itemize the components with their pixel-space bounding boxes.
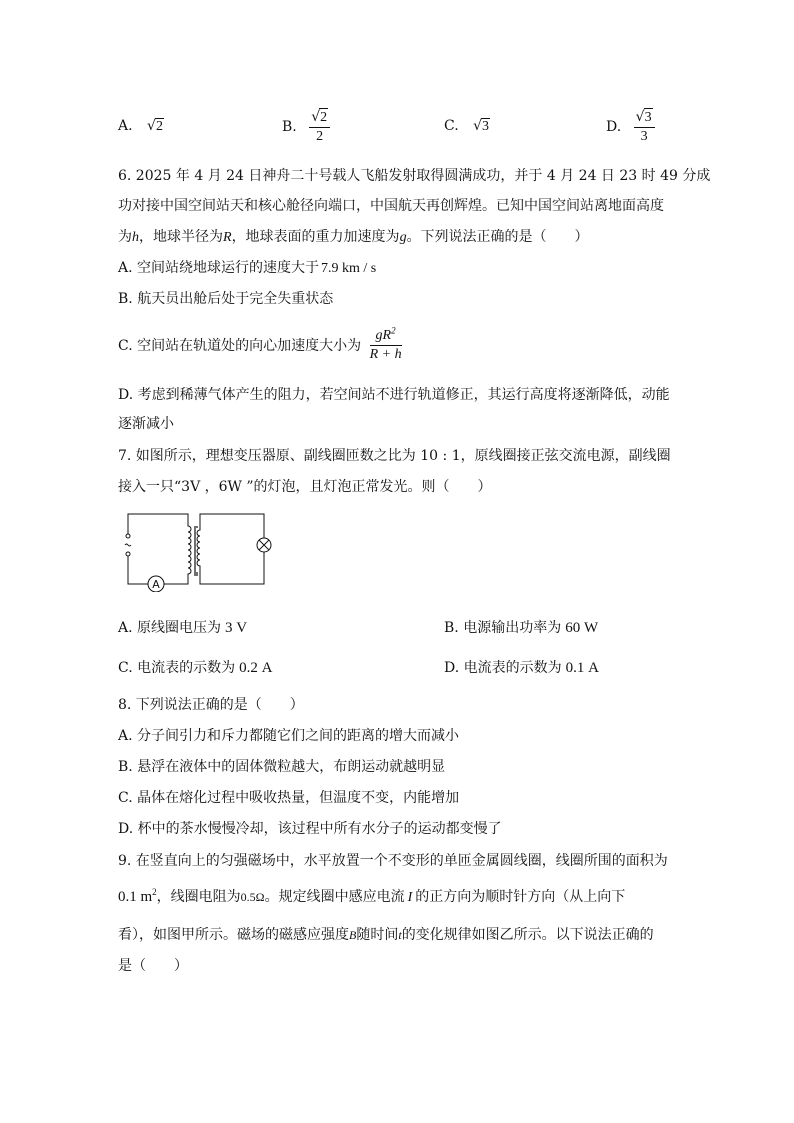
q7-option-a-value: 3 V <box>225 620 248 636</box>
q5-option-d-expr: $\frac{√3}{3}$ <box>634 108 655 146</box>
q9-stem-line3: 看），如图甲所示。磁场的磁感应强度B随时间t的变化规律如图乙所示。以下说法正确的 <box>118 927 654 943</box>
var-I: I <box>407 890 413 905</box>
var-B: B <box>349 928 357 942</box>
q5-option-b <box>282 108 330 146</box>
q7-stem-line2: 接入一只“3V ，6W ”的灯泡，且灯泡正常发光。则（ ） <box>118 479 492 495</box>
ac-source-terminal-top <box>126 534 130 538</box>
var-h: h <box>132 230 139 245</box>
q6-option-a: A. 空间站绕地球运行的速度大于 7.9 km / s <box>118 260 377 276</box>
q7-option-d-value: 0.1 A <box>565 660 599 676</box>
q9-stem-line4: 是（ ） <box>118 958 188 974</box>
q6-stem-line3: 为h，地球半径为R，地球表面的重力加速度为g。下列说法正确的是（ ） <box>118 229 589 245</box>
q5-option-a-expr: √2 <box>147 118 163 134</box>
ammeter-label: A <box>152 578 160 591</box>
q7-option-b: B. 电源输出功率为 60 W <box>444 620 599 636</box>
q5-option-c <box>444 118 490 135</box>
q5-option-c-letter: C. <box>444 118 459 134</box>
secondary-wire <box>200 514 264 584</box>
q6-option-b: B. 航天员出舱后处于完全失重状态 <box>118 291 334 307</box>
q5-option-b-letter: B. <box>282 119 297 135</box>
q5-option-a-letter: A. <box>118 118 133 134</box>
q9-stem-line1: 9. 在竖直向上的匀强磁场中，水平放置一个不变形的单匝金属圆线圈，线圈所围的面积为 <box>118 853 668 869</box>
q5-option-d <box>606 108 655 146</box>
q6-option-a-value: 7.9 km / s <box>321 261 377 276</box>
q5-option-c-expr: √3 <box>473 118 490 134</box>
var-t: t <box>398 928 402 942</box>
q6-option-d-line2: 逐渐减小 <box>118 416 174 432</box>
q7-stem-line1: 7. 如图所示，理想变压器原、副线圈匝数之比为 10 : 1，原线圈接正弦交流电源，副线圈 <box>118 448 671 464</box>
ac-source-terminal-bottom <box>126 552 130 556</box>
q6-option-d-line1: D. 考虑到稀薄气体产生的阻力，若空间站不进行轨道修正，其运行高度将逐渐降低，动能 <box>118 387 670 403</box>
q6-option-c: C. 空间站在轨道处的向心加速度大小为 $\frac{gR^2}{R + h}$ <box>118 325 402 362</box>
q7-option-d: D. 电流表的示数为 0.1 A <box>444 660 599 676</box>
var-g: g <box>399 230 407 245</box>
q6-stem-line1: 6. 2025 年 4 月 24 日神舟二十号载人飞船发射取得圆满成功，并于 4 月 24 日 23 时 49 分成 <box>118 168 711 184</box>
q8-option-a: A. 分子间引力和斥力都随它们之间的距离的增大而减小 <box>118 728 460 744</box>
q9-area-value: 0.1 $m^2$ <box>118 887 157 905</box>
q5-option-a <box>118 118 164 135</box>
q7-option-a: A. 原线圈电压为 3 V <box>118 620 248 636</box>
q6-option-c-fraction: $\frac{gR^2}{R + h}$ <box>369 325 402 362</box>
q9-stem-line2: 0.1 $m^2$，线圈电阻为0.5Ω。规定线圈中感应电流 I 的正方向为顺时针方向（从上向下 <box>118 887 626 905</box>
q7-option-c: C. 电流表的示数为 0.2 A <box>118 660 273 676</box>
primary-wire <box>128 514 188 584</box>
q7-option-b-value: 60 W <box>565 620 599 636</box>
q5-option-d-letter: D. <box>606 119 622 135</box>
q9-resistance: 0.5Ω <box>240 890 265 904</box>
q5-option-b-expr: $\frac{√2}{2}$ <box>309 108 330 146</box>
q6-stem-line2: 功对接中国空间站天和核心舱径向端口，中国航天再创辉煌。已知中国空间站离地面高度 <box>118 198 664 214</box>
q8-option-c: C. 晶体在熔化过程中吸收热量，但温度不变，内能增加 <box>118 790 460 806</box>
var-R: R <box>223 230 232 245</box>
q8-option-d: D. 杯中的茶水慢慢冷却，该过程中所有水分子的运动都变慢了 <box>118 821 502 837</box>
q8-stem: 8. 下列说法正确的是（ ） <box>118 697 304 713</box>
q7-option-c-value: 0.2 A <box>239 660 273 676</box>
transformer-circuit-diagram <box>124 512 274 592</box>
q8-option-b: B. 悬浮在液体中的固体微粒越大，布朗运动就越明显 <box>118 759 446 775</box>
